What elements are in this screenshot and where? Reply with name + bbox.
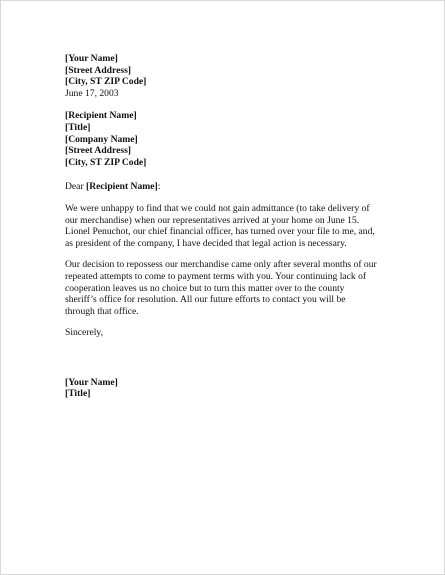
sender-city: [City, ST ZIP Code]	[65, 76, 147, 88]
salutation-prefix: Dear	[65, 181, 87, 193]
sender-block	[65, 53, 377, 99]
recipient-name: [Recipient Name]	[65, 110, 137, 122]
recipient-street: [Street Address]	[65, 145, 131, 157]
salutation-suffix: :	[157, 181, 161, 193]
recipient-title: [Title]	[65, 121, 91, 133]
signature-block	[65, 377, 377, 400]
signature-name: [Your Name]	[65, 376, 118, 388]
body-paragraph-1: We were unhappy to find that we could not gain admittance (to take delivery of our merchandise) when our representatives arrived at your home on June 15. Lionel Penuchot, our chief financial officer, has turned over your file to me, and, as president of the company, I have decided that legal action is necessary.	[65, 202, 375, 249]
salutation	[65, 181, 377, 193]
sender-name: [Your Name]	[65, 53, 118, 64]
salutation-name: [Recipient Name]	[86, 181, 158, 193]
signature-title: [Title]	[65, 388, 91, 400]
body-paragraph-2: Our decision to repossess our merchandise came only after several months of our repeated attempts to come to payment terms with you. Your continuing lack of cooperation leaves us no choice but to turn this matter over to the county sheriff’s office for resolution. All our future efforts to contact you will be through that office.	[65, 259, 377, 317]
sender-street: [Street Address]	[65, 64, 131, 76]
recipient-block	[65, 110, 377, 168]
recipient-company: [Company Name]	[65, 133, 138, 145]
letter-date: June 17, 2003	[65, 87, 119, 99]
recipient-city: [City, ST ZIP Code]	[65, 156, 147, 168]
closing: Sincerely,	[65, 327, 104, 339]
letter-body	[65, 53, 377, 400]
